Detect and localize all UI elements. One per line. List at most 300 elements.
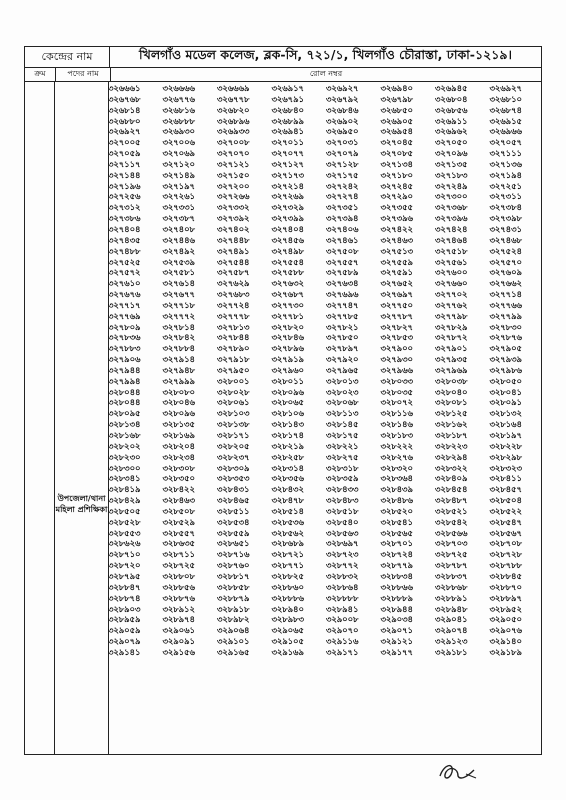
roll-number: ৩২৮৯০৩ [108,603,141,614]
roll-number: ৩২৮৫৬২ [271,527,304,538]
roll-number: ৩২৮১০৬ [271,408,304,419]
roll-row [108,506,544,517]
roll-number: ৩২৮১৩৪ [108,419,141,430]
roll-row [108,408,544,419]
roll-number: ৩২৮৬৫১ [217,538,250,549]
roll-number: ৩২৭৯৩৫ [435,354,468,365]
roll-number: ৩২৭৭৮৭ [380,310,413,321]
roll-number: ৩২৮৮৬৮ [435,581,468,592]
roll-number: ৩২৮৪৬৩ [162,495,195,506]
roll-number: ৩২৭৪০৬ [326,223,359,234]
roll-number: ৩২৮৭১১ [162,549,195,560]
roll-number: ৩২৮১৬৪ [489,419,522,430]
roll-number: ৩২৭৯৯৪ [108,375,141,386]
roll-number: ৩২৯০৬১ [162,625,195,636]
roll-number: ৩২৮৫১১ [217,505,250,516]
roll-number: ৩২৯১৪১ [108,646,141,657]
roll-number: ৩২৮২২৩ [435,440,468,451]
roll-number: ৩২৮১৬৮ [108,430,141,440]
roll-number: ৩২৭১২০ [162,158,195,169]
roll-number: ৩২৯০৫০ [489,614,522,625]
roll-number: ৩২৭৮২০ [271,321,304,332]
roll-number: ৩২৭০৭৭ [271,148,304,159]
roll-number: ৩২৭৯৪৮ [162,364,195,375]
roll-number: ৩২৭৪৬৪ [435,234,468,245]
roll-number: ৩২৭৮০৯ [108,321,141,332]
roll-number: ৩২৭৩১১ [489,191,522,202]
roll-number: ৩২৭৮৫০ [326,332,359,343]
roll-number: ৩২৭৫৩৯ [162,256,195,267]
roll-number: ৩২৮৫১৮ [326,505,359,516]
roll-number: ৩২৮৮৪৫ [489,570,522,581]
roll-row [108,289,544,300]
roll-number: ৩২৮৭২৫ [435,549,468,560]
roll-row [108,549,544,560]
roll-number: ৩২৬৯৬২ [435,126,468,137]
roll-row [108,311,544,322]
roll-number: ৩২৭১৮৩ [435,169,468,180]
roll-number: ৩২৭৯০০ [380,343,413,354]
roll-number: ৩২৯০৫৯ [108,625,141,636]
roll-row [108,441,544,452]
roll-number: ৩২৮৭২৪ [380,549,413,560]
roll-number: ৩২৬৭৯১ [271,93,304,104]
roll-number: ৩২৮০৫০ [489,375,522,386]
roll-number: ৩২৮৯৭৪ [162,614,195,625]
roll-number: ৩২৮৮৪৭ [108,581,141,592]
roll-row [108,419,544,430]
roll-number: ৩২৭২৬৬ [217,191,250,202]
roll-number: ৩২৭৩৫৫ [380,202,413,213]
roll-row [108,625,544,636]
roll-number: ৩২৭৪০২ [217,223,250,234]
roll-number: ৩২৬৯৪৫ [435,83,468,93]
roll-row [108,148,544,159]
roll-number: ৩২৮১১৩ [326,408,359,419]
roll-number: ৩২৮৮৮৬ [271,592,304,603]
roll-number: ৩২৮৮৯৭ [489,592,522,603]
roll-number: ৩২৮৭৮৭ [435,560,468,571]
column-header-row [24,68,542,82]
roll-number: ৩২৭৫৮৯ [326,267,359,278]
roll-number: ৩২৮০২৮ [217,386,250,397]
roll-number: ৩২৭১৮০ [380,169,413,180]
post-name [54,493,109,515]
roll-number: ৩২৭৪০৮ [162,223,195,234]
roll-row [108,246,544,257]
roll-number: ৩২৭২৭৪ [326,191,359,202]
roll-number: ৩২৮৮৫৬ [162,581,195,592]
roll-number: ৩২৮৫৪৭ [489,516,522,527]
roll-number: ৩২৮৭২৫ [162,560,195,571]
roll-number: ৩২৮৮৭৪ [108,592,141,603]
roll-number: ৩২৮৫৬৫ [380,527,413,538]
roll-number: ৩২৭৩৬৮ [435,202,468,213]
roll-number: ৩২৯১৫৬ [162,646,195,657]
roll-number: ৩২৮৮৩২ [326,570,359,581]
roll-number: ৩২৭৯১৮ [217,354,250,365]
roll-number: ৩২৭৪৪৮ [217,234,250,245]
roll-number: ৩২৯১১৬ [326,636,359,647]
roll-number: ৩২৭৬৮৭ [271,289,304,300]
roll-number: ৩২৮৩৬৪ [380,473,413,484]
roll-number: ৩২৮১৪৫ [326,419,359,430]
roll-number: ৩২৭১৭৫ [326,169,359,180]
roll-number: ৩২৭২৯০ [380,191,413,202]
roll-row [108,343,544,354]
roll-number: ৩২৮৮৭০ [489,581,522,592]
roll-row [108,126,544,137]
roll-number: ৩২৮৫২০ [380,505,413,516]
roll-number-grid [108,83,544,658]
roll-number: ৩২৮৮২৫ [271,570,304,581]
roll-number: ৩২৬৮২০ [217,104,250,115]
roll-number: ৩২৮৫০৫ [108,505,141,516]
roll-number: ৩২৭৫৬১ [435,256,468,267]
roll-number: ৩২৯০৩৪ [380,614,413,625]
roll-number: ৩২৭৮১৪ [162,321,195,332]
roll-row [108,647,544,658]
roll-number: ৩২৮৫৬৬ [435,527,468,538]
roll-number: ৩২৬৭৬৮ [108,93,141,104]
roll-number: ৩২৮০৯১ [489,397,522,408]
roll-number: ৩২৮৭৭৯ [380,560,413,571]
roll-number: ৩২৭৬০৯ [489,267,522,278]
roll-number: ৩২৭৮৯৬ [271,343,304,354]
roll-number: ৩২৭৯৬০ [271,364,304,375]
roll-number: ৩২৮১৯৭ [489,430,522,440]
roll-number: ৩২৭৮১৩ [217,321,250,332]
roll-number: ৩২৭৫৫৭ [326,256,359,267]
roll-number: ৩২৮৯৮২ [217,614,250,625]
post-name-line: মহিলা প্রশিক্ষিকা [55,505,108,514]
roll-number: ৩২৮৭৭২ [326,560,359,571]
roll-number: ৩২৮৫২২ [489,505,522,516]
roll-number: ৩২৭৪৯৮ [271,245,304,256]
roll-number: ৩২৬৯৩০ [162,126,195,137]
roll-number: ৩২৭২৫১ [489,180,522,191]
roll-number: ৩২৯০৬৪ [217,625,250,636]
roll-number: ৩২৮৮৩৪ [380,570,413,581]
roll-number: ৩২৮০৬৮ [326,397,359,408]
roll-number: ৩২৯১৮৯ [489,646,522,657]
roll-number: ৩২৭৯৬৯ [435,364,468,375]
roll-number: ৩২৮৫৫৯ [217,527,250,538]
roll-number: ৩২৮৮৫৮ [217,581,250,592]
roll-number: ৩২৭৬১৪ [162,278,195,289]
roll-number: ৩২৮০৪৪ [108,397,141,408]
roll-number: ৩২৭৮২৭ [380,321,413,332]
roll-number: ৩২৭৪৩১ [489,223,522,234]
roll-number: ৩২৮৫৪০ [326,516,359,527]
roll-number: ৩২৭২৫৬ [108,191,141,202]
roll-number: ৩২৬৯২৭ [326,83,359,93]
roll-number: ৩২৭১২৭ [271,158,304,169]
roll-number: ৩২৯০৬৫ [271,625,304,636]
roll-number: ৩২৮৫৩৬ [271,516,304,527]
roll-number: ৩২৮৭০৮ [489,538,522,549]
roll-number: ৩২৮৮৬৬ [380,581,413,592]
roll-number: ৩২৮৩০০ [108,462,141,473]
roll-number: ৩২৬৯২৭ [489,83,522,93]
roll-number: ৩২৯১২১ [380,636,413,647]
roll-number: ৩২৮০৬৫ [271,397,304,408]
roll-number: ৩২৮০৩৩ [380,375,413,386]
roll-number: ৩২৭৪৬৩ [380,234,413,245]
roll-number: ৩২৮৪২২ [162,484,195,495]
roll-number: ৩২৬৬৬১ [108,83,141,93]
roll-number: ৩২৭৪৩৫ [108,234,141,245]
roll-number: ৩২৮০৯৬ [162,408,195,419]
roll-number: ৩২৮২০৫ [217,440,250,451]
roll-number: ৩২৮১৭৫ [326,430,359,440]
roll-number: ৩২৮৫৬৩ [326,527,359,538]
roll-number: ৩২৭৬৭৭ [162,289,195,300]
roll-number: ৩২৭৫৮৭ [217,267,250,278]
roll-number: ৩২৮৮৩৭ [435,570,468,581]
roll-number: ৩২৮৯৪০ [271,603,304,614]
roll-number: ৩২৮৩০৮ [162,462,195,473]
roll-number: ৩২৭০১১ [271,137,304,148]
roll-number: ৩২৭৯৫০ [217,364,250,375]
roll-number: ৩২৮৫১৪ [271,505,304,516]
roll-number: ৩২৭৮২৯ [435,321,468,332]
roll-number: ৩২৭৬১০ [108,278,141,289]
roll-number: ৩২৭১১১ [489,148,522,159]
roll-number: ৩২৭৫১৩ [380,245,413,256]
roll-number: ৩২৭৯৩৯ [489,354,522,365]
roll-number: ৩২৮৭০১ [380,538,413,549]
roll-number: ৩২৮০৮১ [435,397,468,408]
roll-number: ৩২৭৩৯৯ [271,213,304,224]
roll-number: ৩২৮১০৩ [217,408,250,419]
roll-row [108,571,544,582]
roll-number: ৩২৭৪৬৮ [489,234,522,245]
roll-number: ৩২৮৭৮৮ [489,560,522,571]
roll-number: ৩২৭৭৬৬ [489,299,522,310]
roll-number: ৩২৭৭৭২ [162,310,195,321]
roll-number: ৩২৭১২১ [217,158,250,169]
roll-number: ৩২৭৮৭২ [435,332,468,343]
roll-number: ৩২৯১৪০ [489,636,522,647]
roll-number: ৩২৮৭০৩ [435,538,468,549]
roll-number: ৩২৭৫৯১ [380,267,413,278]
roll-number: ৩২৬৯০৫ [380,115,413,126]
roll-number: ৩২৮২০২ [108,440,141,451]
roll-number: ৩২৮৮৬৪ [326,581,359,592]
roll-number: ৩২৭৮২১ [326,321,359,332]
roll-row [108,170,544,181]
roll-row [108,332,544,343]
roll-number: ৩২৬৯৪০ [380,83,413,93]
roll-number: ৩২৮৫২৯ [162,516,195,527]
roll-number: ৩২৮৬৯৭ [326,538,359,549]
roll-number: ৩২৭৮৪২ [162,332,195,343]
roll-number: ৩২৬৮৮০ [108,115,141,126]
roll-number: ৩২৭৭৬২ [435,299,468,310]
roll-number: ৩২৮৩২৩ [489,462,522,473]
roll-number: ৩২৮১৮৭ [435,430,468,440]
roll-number: ৩২৯০৭৬ [489,625,522,636]
roll-row [108,582,544,593]
roll-number: ৩২৮০০১ [217,375,250,386]
roll-number: ৩২৮৮৮৯ [380,592,413,603]
roll-number: ৩২৮২৭৬ [380,451,413,462]
roll-number: ৩২৮৮৭৬ [162,592,195,603]
roll-number: ৩২৭৮৫৩ [380,332,413,343]
roll-number: ৩২৮৩৫৯ [326,473,359,484]
roll-number: ৩২৮২৯৪ [435,451,468,462]
roll-number: ৩২৮১৬২ [435,419,468,430]
roll-number: ৩২৮০৭২ [380,397,413,408]
roll-number: ৩২৮০৯৬ [271,386,304,397]
roll-number: ৩২৭৮৭৬ [489,332,522,343]
roll-number: ৩২৮১৭৪ [271,430,304,440]
roll-number: ৩২৮৫২৮ [108,516,141,527]
roll-number: ৩২৮১৪৬ [380,419,413,430]
roll-row [108,560,544,571]
roll-number: ৩২৬৯২৭ [108,126,141,137]
roll-number: ৩২৭৭৩০ [271,299,304,310]
roll-number: ৩২৮৯৮৩ [271,614,304,625]
roll-number-column-header: রোল নম্বর [309,69,343,78]
roll-number: ৩২৮১৬৯ [162,430,195,440]
roll-number: ৩২৭৫৭০ [489,256,522,267]
roll-number: ৩২৯১৭১ [326,646,359,657]
roll-number: ৩২৬৯৫০ [326,126,359,137]
roll-number: ৩২৮০২৩ [326,386,359,397]
roll-number: ৩২৭০৭৯ [326,148,359,159]
roll-row [108,484,544,495]
roll-number: ৩২৭৯১৪ [162,354,195,365]
roll-number: ৩২৭৮৮৩ [108,343,141,354]
roll-number: ৩২৮২৫৮ [271,451,304,462]
roll-number: ৩২৭২৪২ [326,180,359,191]
roll-number: ৩২৭৫৭২ [108,267,141,278]
roll-number: ৩২৮০১১ [271,375,304,386]
roll-number: ৩২৮১৮৩ [380,430,413,440]
roll-number: ৩২৭৭৮১ [271,310,304,321]
roll-number: ৩২৬৭৯৮ [380,93,413,104]
roll-number: ৩২৭১৯৪ [489,169,522,180]
roll-number: ৩২৭১৩৬ [489,158,522,169]
roll-number: ৩২৬৯১১ [435,115,468,126]
roll-row [108,397,544,408]
roll-row [108,159,544,170]
roll-row [108,257,544,268]
roll-number: ৩২৭০৪৫ [380,137,413,148]
roll-number: ৩২৯১৭৭ [380,646,413,657]
roll-number: ৩২৮৬২৬ [108,538,141,549]
roll-number: ৩২৮০৪৬ [162,397,195,408]
roll-row [108,105,544,116]
roll-number: ৩২৬৯০২ [326,115,359,126]
roll-number: ৩২৮৪১১ [489,473,522,484]
post-name-column-header: পদের নাম [56,68,111,81]
roll-number: ৩২৭৫৫৯ [380,256,413,267]
roll-number: ৩২৮৩১৮ [326,462,359,473]
roll-number: ৩২৬৬৬৬ [162,83,195,93]
roll-number: ৩২৭৪৫৬ [271,234,304,245]
roll-number: ৩২৮৫০৪ [489,495,522,506]
roll-number: ৩২৭৮৮৪ [162,343,195,354]
roll-number: ৩২৯০৪১ [435,614,468,625]
roll-number: ৩২৭৩৯৮ [489,213,522,224]
roll-number: ৩২৮৫০৮ [162,505,195,516]
post-name-line: উপজেলা/থানা [57,494,106,503]
roll-number: ৩২৭৩২৯ [271,202,304,213]
roll-number: ৩২৯০০৮ [326,614,359,625]
roll-number: ৩২৬৮১৬ [162,104,195,115]
roll-number: ৩২৭৮৪৪ [217,332,250,343]
roll-number: ৩২৮৩৫০ [162,473,195,484]
roll-number: ৩২৮৪৮৩ [326,495,359,506]
roll-number: ৩২৭৬৬০ [435,278,468,289]
roll-number: ৩২৭৩৯২ [217,213,250,224]
roll-number: ৩২৭৭১৮ [162,299,195,310]
roll-number: ৩২৭৬৯৭ [380,289,413,300]
roll-number: ৩২৮২৯৮ [489,451,522,462]
roll-number: ৩২৮৭৭১ [271,560,304,571]
roll-number: ৩২৮৪৩৩ [326,484,359,495]
roll-number: ৩২৮৮৯১ [435,592,468,603]
roll-number: ৩২৮৭৯৫ [108,570,141,581]
roll-number: ৩২৬৮১০ [489,93,522,104]
roll-number: ৩২৮৪৮৭ [435,495,468,506]
roll-row [108,614,544,625]
roll-number: ৩২৮৪৫৪ [435,484,468,495]
roll-number: ৩২৯১২৩ [435,636,468,647]
roll-number: ৩২৭৫১৮ [435,245,468,256]
roll-number: ৩২৭৯৬৬ [380,364,413,375]
roll-number: ৩২৮৪২৯ [108,495,141,506]
roll-number: ৩২৬৯৩৩ [217,126,250,137]
roll-number: ৩২৮১৩৫ [162,419,195,430]
roll-number: ৩২৮১২৫ [435,408,468,419]
roll-number: ৩২৮৫৫৭ [162,527,195,538]
roll-number: ৩২৭৬৬২ [489,278,522,289]
roll-number: ৩২৮৪৩২ [271,484,304,495]
roll-number: ৩২৭৪৬১ [326,234,359,245]
roll-number: ৩২৮৫৩৪ [217,516,250,527]
roll-number: ৩২৭০০৬ [162,137,195,148]
roll-number: ৩২৭১৭৩ [271,169,304,180]
roll-number: ৩২৭৭৭৮ [217,310,250,321]
roll-row [108,430,544,441]
roll-number: ৩২৯০৭১ [380,625,413,636]
roll-number: ৩২৭৩১২ [108,202,141,213]
roll-number: ৩২৮৩৫৬ [271,473,304,484]
roll-number: ৩২৭১৪৯ [162,169,195,180]
roll-number: ৩২৭৪৮৮ [108,245,141,256]
roll-row [108,365,544,376]
roll-number: ৩২৭৯৬৫ [326,364,359,375]
roll-number: ৩২৮২৩৪ [162,451,195,462]
roll-number: ৩২৮৯৫২ [489,603,522,614]
roll-number: ৩২৭৪০৪ [108,223,141,234]
roll-number: ৩২৭৭১৭ [108,299,141,310]
roll-number: ৩২৭৭০২ [435,289,468,300]
roll-number: ৩২৮৫৪১ [380,516,413,527]
signature-mark [436,758,480,784]
roll-number: ৩২৮৫৫৩ [108,527,141,538]
roll-number: ৩২৭৭৯৯ [489,310,522,321]
roll-number: ৩২৭৯৯৯ [162,375,195,386]
roll-number: ৩২৬৮১৪ [108,104,141,115]
roll-row [108,300,544,311]
roll-number: ৩২৮৪৭৮ [271,495,304,506]
roll-number: ৩২৮৯৫৯ [108,614,141,625]
